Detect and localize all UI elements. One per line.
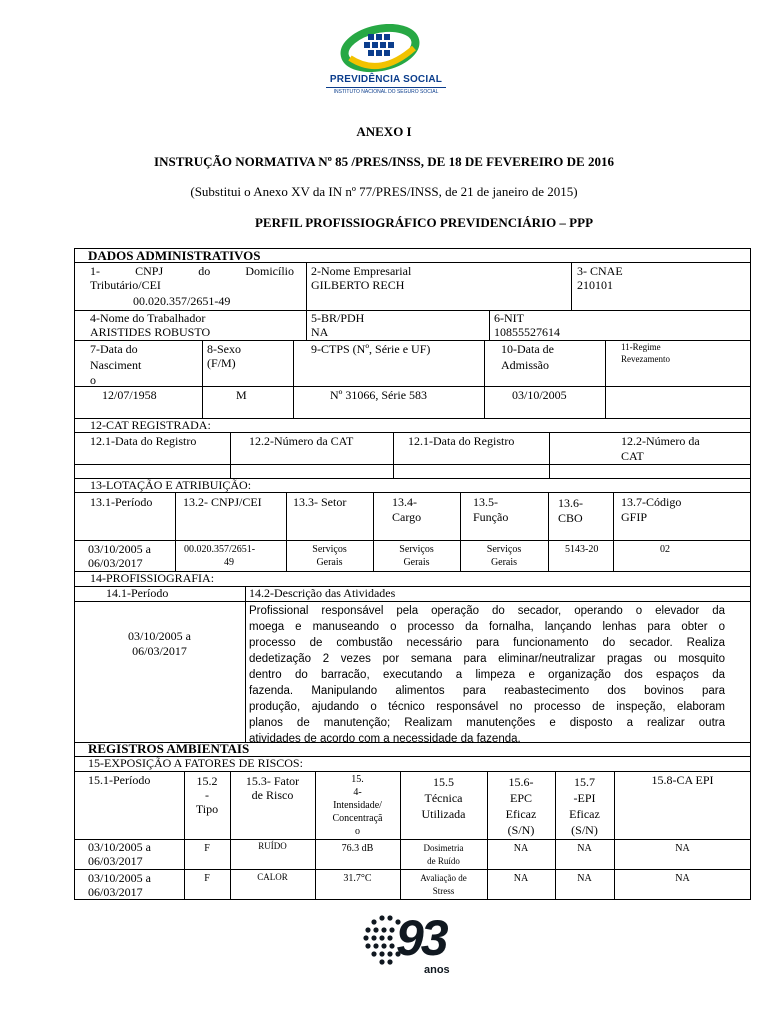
- lotacao-gfip: 02: [660, 544, 670, 555]
- worker-label: 4-Nome do Trabalhador: [90, 311, 206, 325]
- lotacao-cnpj-header: 13.2- CNPJ/CEI: [183, 495, 262, 509]
- epi-header-line: (S/N): [571, 823, 598, 837]
- grid-line: [74, 839, 751, 840]
- lotacao-cbo: 5143-20: [565, 544, 599, 555]
- risk-row-2-technique-cont: Stress: [432, 886, 455, 896]
- instruction-title: INSTRUÇÃO NORMATIVA Nº 85 /PRES/INSS, DE 18 DE FEVEREIRO DE 2016: [154, 154, 614, 169]
- risk-row-2-factor: CALOR: [257, 872, 288, 882]
- risk-row-1-epc: NA: [513, 843, 529, 854]
- risk-row-1-technique: Dosimetria: [423, 843, 464, 853]
- grid-line: [613, 492, 614, 571]
- lotacao-funcao-header: 13.5-: [473, 495, 498, 509]
- risk-row-2-type: F: [204, 873, 210, 884]
- prof-period-end: 06/03/2017: [132, 644, 187, 658]
- grid-line: [74, 432, 751, 433]
- grid-line: [245, 586, 246, 742]
- lotacao-funcao-cont: Gerais: [490, 557, 518, 568]
- activity-description-line: atividades de acordo com a necessidade da fazenda.: [249, 733, 521, 745]
- ca-epi-header: 15.8-CA EPI: [651, 773, 714, 787]
- risk-row-2-technique: Avaliação de: [420, 873, 467, 883]
- lotacao-period: 03/10/2005 a: [88, 542, 151, 556]
- epc-header-line: 15.6-: [508, 775, 534, 789]
- activity-description-line: Profissional responsável pela operação do secador, operando o elevador da: [249, 605, 725, 617]
- cat-date-label-2: 12.1-Data do Registro: [408, 434, 515, 448]
- lotacao-funcao: Serviços: [486, 544, 522, 555]
- admission-value: 03/10/2005: [512, 388, 567, 402]
- grid-line: [484, 340, 485, 418]
- worker-value: ARISTIDES ROBUSTO: [90, 325, 211, 339]
- risk-row-2-period-end: 06/03/2017: [88, 885, 143, 899]
- epc-header-line: (S/N): [507, 823, 535, 837]
- birth-label-end: o: [90, 373, 96, 387]
- risk-row-1-intensity: 76.3 dB: [341, 843, 374, 854]
- section-cat-title: 12-CAT REGISTRADA:: [90, 418, 211, 432]
- ctps-label: 9-CTPS (Nº, Série e UF): [311, 342, 431, 356]
- epc-header-line: EPC: [509, 791, 532, 805]
- prof-desc-header: 14.2-Descrição das Atividades: [249, 586, 396, 600]
- risk-row-2-period: 03/10/2005 a: [88, 871, 151, 885]
- intensity-header: [315, 773, 400, 838]
- previdencia-logo: [322, 24, 442, 96]
- lotacao-setor-cont: Gerais: [316, 557, 343, 568]
- risk-type-header-line: 15.2: [196, 774, 218, 788]
- grid-line: [74, 464, 751, 465]
- cat-number-label: 12.2-Número da CAT: [249, 434, 354, 448]
- anniversary-badge: [360, 908, 464, 980]
- grid-line: [175, 492, 176, 571]
- substitution-note: (Substitui o Anexo XV da IN nº 77/PRES/INSS, de 21 de janeiro de 2015): [190, 184, 578, 199]
- admission-label: 10-Data de: [501, 342, 554, 356]
- br-pdh-label: 5-BR/PDH: [311, 311, 365, 325]
- epi-header: [555, 774, 614, 838]
- brand-subtitle: INSTITUTO NACIONAL DO SEGURO SOCIAL: [326, 87, 446, 95]
- risk-type-header: [184, 774, 230, 816]
- risk-type-header-line: -: [205, 788, 209, 802]
- nit-label: 6-NIT: [494, 311, 524, 325]
- risk-row-2-intensity: 31.7°C: [343, 873, 372, 884]
- epi-header-line: -EPI: [573, 791, 596, 805]
- technique-header-line: Técnica: [424, 791, 463, 805]
- risk-row-1-ca: NA: [675, 843, 690, 854]
- birth-label: 7-Data do: [90, 342, 138, 356]
- lotacao-funcao-header-cont: Função: [473, 510, 509, 524]
- activity-description-line: dentro do barracão, executando a limpeza e organização dos espaços da: [249, 669, 725, 681]
- grid-line: [306, 262, 307, 340]
- activity-description-line: produção, ajudando o técnico responsável no processo de inspeção, elaboram: [249, 701, 725, 713]
- prof-period: 03/10/2005 a: [128, 629, 191, 643]
- grid-line: [74, 771, 751, 772]
- intensity-header-line: 15.: [351, 774, 364, 785]
- epc-header: [487, 774, 555, 838]
- lotacao-cbo-header: 13.6-: [558, 496, 583, 510]
- risk-row-1-epi: NA: [577, 843, 592, 854]
- section-ambientais-title: REGISTROS AMBIENTAIS: [88, 741, 250, 756]
- grid-line: [74, 386, 751, 387]
- activity-description-line: processo de combustão necessário para funcionamento do secador. Realiza: [249, 637, 725, 649]
- activity-description-line: dedetização 2 vezes por semana para eliminar/neutralizar pragas ou mosquito: [249, 653, 725, 665]
- lotacao-cargo: Serviços: [399, 544, 434, 555]
- regime-label: 11-Regime: [621, 342, 661, 352]
- cnpj-label-cont: Tributário/CEI: [90, 278, 161, 292]
- grid-line: [74, 586, 751, 587]
- lotacao-cnpj: 00.020.357/2651-: [184, 544, 256, 555]
- lotacao-cargo-cont: Gerais: [403, 557, 430, 568]
- form-title: PERFIL PROFISSIOGRÁFICO PREVIDENCIÁRIO – PPP: [254, 215, 594, 230]
- badge-word: anos: [424, 964, 450, 976]
- exposure-subtitle: 15-EXPOSIÇÃO A FATORES DE RISCOS:: [88, 756, 303, 770]
- sex-label-cont: (F/M): [207, 356, 236, 370]
- lotacao-cbo-header-cont: CBO: [558, 511, 583, 525]
- grid-line: [74, 601, 751, 602]
- cnpj-value: 00.020.357/2651-49: [133, 294, 231, 308]
- activity-description: [249, 603, 725, 747]
- risk-row-1-period-end: 06/03/2017: [88, 854, 143, 868]
- grid-line: [571, 262, 572, 310]
- epi-header-line: 15.7: [574, 775, 595, 789]
- sex-label: 8-Sexo: [207, 342, 241, 356]
- epc-header-line: Eficaz: [505, 807, 537, 821]
- technique-header-line: 15.5: [433, 775, 454, 789]
- risk-row-1-type: F: [204, 843, 210, 854]
- grid-line: [549, 432, 550, 478]
- risk-factor-header-line: de Risco: [251, 788, 294, 802]
- badge-number: 93: [396, 910, 446, 966]
- risk-row-1-period: 03/10/2005 a: [88, 840, 151, 854]
- br-pdh-value: NA: [311, 325, 329, 339]
- admission-label-cont: Admissão: [501, 358, 549, 372]
- lotacao-period-end: 06/03/2017: [88, 556, 143, 570]
- company-label: 2-Nome Empresarial: [311, 264, 412, 278]
- cnpj-label: 1- CNPJ do Domicílio: [90, 264, 294, 278]
- risk-type-header-line: Tipo: [195, 802, 219, 816]
- lotacao-setor: Serviços: [312, 544, 347, 555]
- cat-number-label-2-cont: CAT: [621, 449, 644, 463]
- grid-line: [202, 340, 203, 418]
- epi-header-line: Eficaz: [569, 807, 600, 821]
- cnae-value: 210101: [577, 278, 613, 292]
- activity-description-line: planos de manutenção; Realizam manutenções e disposto a realizar outra: [249, 717, 725, 729]
- intensity-header-line: 4-: [353, 787, 362, 798]
- lotacao-gfip-header: 13.7-Código: [621, 495, 682, 509]
- section-admin-title: DADOS ADMINISTRATIVOS: [88, 248, 261, 263]
- lotacao-setor-header: 13.3- Setor: [293, 495, 347, 509]
- technique-header-line: Utilizada: [421, 807, 466, 821]
- grid-line: [548, 492, 549, 571]
- risk-row-2-ca: NA: [675, 873, 690, 884]
- activity-description-line: fazenda. Manipulando alimentos para reabastecimento dos bovinos para: [249, 685, 725, 697]
- risk-period-header: 15.1-Período: [88, 773, 151, 787]
- risk-row-1-factor: RUÍDO: [258, 841, 287, 851]
- grid-line: [74, 340, 751, 341]
- sex-value: M: [236, 388, 247, 402]
- cat-number-label-2: 12.2-Número da: [621, 434, 700, 448]
- annex-title: ANEXO I: [356, 124, 412, 139]
- brand-name: PREVIDÊNCIA SOCIAL: [329, 74, 443, 85]
- cnae-label: 3- CNAE: [577, 264, 623, 278]
- risk-row-2-epi: NA: [577, 873, 592, 884]
- section-lotacao-title: 13-LOTAÇÃO E ATRIBUIÇÃO:: [90, 478, 252, 492]
- lotacao-cnpj-end: 49: [224, 557, 234, 568]
- nit-value: 10855527614: [494, 325, 560, 339]
- grid-line: [393, 432, 394, 478]
- previdencia-emblem-icon: [322, 24, 442, 76]
- intensity-header-line: Concentraçã: [332, 813, 383, 824]
- grid-line: [293, 340, 294, 418]
- grid-line: [230, 432, 231, 478]
- risk-row-2-epc: NA: [513, 873, 529, 884]
- regime-label-cont: Revezamento: [621, 354, 670, 364]
- ctps-value: Nº 31066, Série 583: [330, 388, 428, 402]
- grid-line: [605, 340, 606, 418]
- intensity-header-line: Intensidade/: [333, 800, 382, 811]
- technique-header: [400, 774, 487, 822]
- birth-label-cont: Nasciment: [90, 358, 142, 372]
- lotacao-cargo-header: 13.4-: [392, 495, 417, 509]
- grid-line: [74, 869, 751, 870]
- cat-date-label: 12.1-Data do Registro: [90, 434, 197, 448]
- risk-factor-header-line: 15.3- Fator: [245, 774, 300, 788]
- grid-line: [489, 310, 490, 340]
- prof-period-header: 14.1-Período: [106, 586, 169, 600]
- birth-value: 12/07/1958: [102, 388, 157, 402]
- section-profissiografia-title: 14-PROFISSIOGRAFIA:: [90, 571, 215, 585]
- lotacao-cargo-header-cont: Cargo: [392, 510, 422, 524]
- risk-row-1-technique-cont: de Ruído: [427, 856, 460, 866]
- company-value: GILBERTO RECH: [311, 278, 405, 292]
- activity-description-line: moega e manuseando o processo da fornalha, lançando lenhas para obter o: [249, 621, 725, 633]
- lotacao-gfip-header-cont: GFIP: [621, 510, 648, 524]
- intensity-header-line: o: [355, 826, 360, 837]
- lotacao-period-header: 13.1-Período: [90, 495, 153, 509]
- risk-factor-header: [230, 774, 315, 802]
